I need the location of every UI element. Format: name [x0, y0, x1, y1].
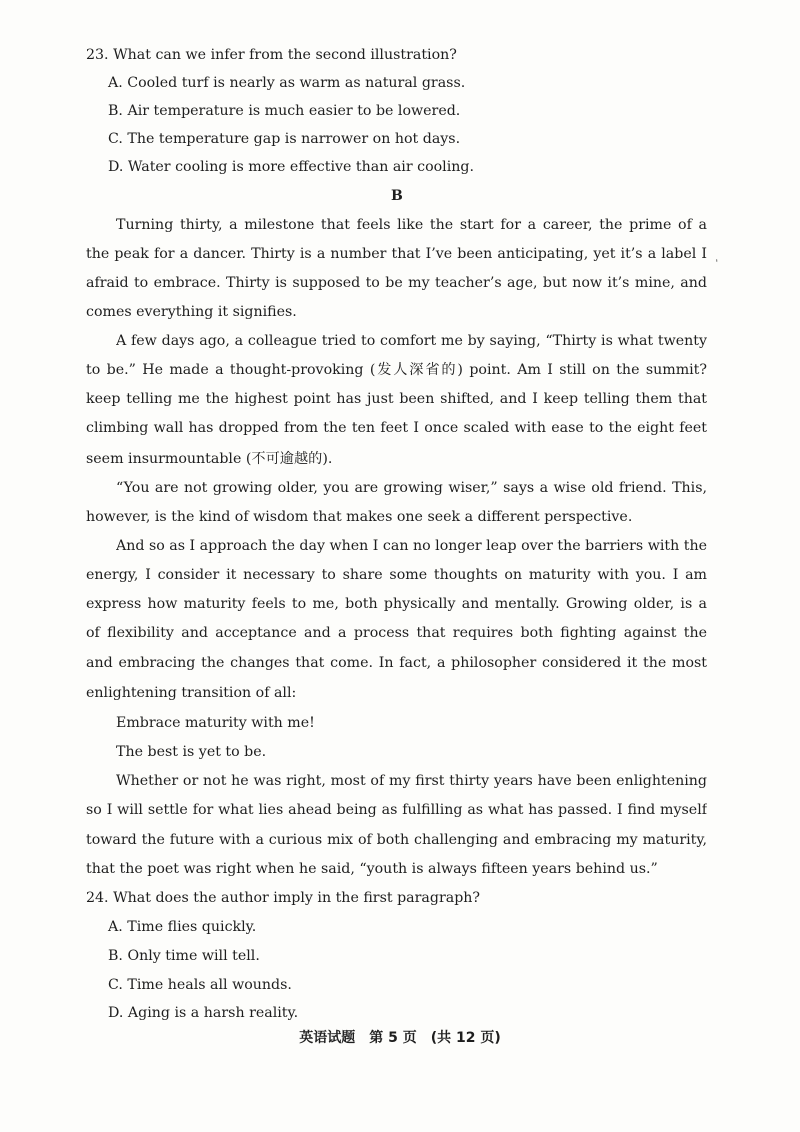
passage-line: so I will settle for what lies ahead being as fulfilling as what has passed. I find myself [86, 802, 707, 818]
passage-line: comes everything it signifies. [86, 304, 297, 320]
passage-line: express how maturity feels to me, both physically and mentally. Growing older, is a [86, 596, 707, 612]
question-24-option-c: C. Time heals all wounds. [108, 977, 292, 993]
section-heading: B [391, 188, 403, 204]
passage-line: Turning thirty, a milestone that feels like the start for a career, the prime of a [116, 217, 707, 233]
passage-line: and embracing the changes that come. In fact, a philosopher considered it the most [86, 655, 707, 671]
passage-line: A few days ago, a colleague tried to comfort me by saying, “Thirty is what twenty [116, 333, 707, 349]
passage-line: to be.” He made a thought-provoking (发人深省的) point. Am I still on the summit? [86, 362, 707, 378]
passage-line: afraid to embrace. Thirty is supposed to be my teacher’s age, but now it’s mine, and [86, 275, 707, 291]
passage-line: Whether or not he was right, most of my first thirty years have been enlightening [116, 773, 707, 789]
question-23-option-b: B. Air temperature is much easier to be lowered. [108, 103, 461, 119]
question-23-option-c: C. The temperature gap is narrower on hot days. [108, 131, 461, 147]
passage-line: of flexibility and acceptance and a process that requires both fighting against the [86, 625, 707, 641]
poem-line: Embrace maturity with me! [116, 715, 315, 731]
passage-line: the peak for a dancer. Thirty is a number that I’ve been anticipating, yet it’s a label I [86, 246, 707, 262]
question-24-option-b: B. Only time will tell. [108, 948, 260, 964]
passage-line: seem insurmountable (不可逾越的). [86, 451, 333, 467]
page-footer: 英语试题 第 5 页 (共 12 页) [299, 1030, 501, 1046]
poem-line: The best is yet to be. [116, 744, 267, 760]
question-23-stem: 23. What can we infer from the second illustration? [86, 47, 457, 63]
scan-speck: ` [708, 257, 721, 272]
passage-line: that the poet was right when he said, “youth is always fifteen years behind us.” [86, 861, 658, 877]
passage-line: however, is the kind of wisdom that makes one seek a different perspective. [86, 509, 633, 525]
question-24-stem: 24. What does the author imply in the first paragraph? [86, 890, 481, 906]
question-23-option-d: D. Water cooling is more effective than air cooling. [108, 159, 474, 175]
passage-line: “You are not growing older, you are growing wiser,” says a wise old friend. This, [116, 480, 707, 496]
passage-line: enlightening transition of all: [86, 685, 297, 701]
passage-line: climbing wall has dropped from the ten feet I once scaled with ease to the eight feet [86, 420, 707, 436]
passage-line: toward the future with a curious mix of both challenging and embracing my maturity, [86, 832, 707, 848]
passage-line: keep telling me the highest point has just been shifted, and I keep telling them that [86, 391, 707, 407]
question-23-option-a: A. Cooled turf is nearly as warm as natural grass. [108, 75, 466, 91]
question-24-option-d: D. Aging is a harsh reality. [108, 1005, 299, 1021]
passage-line: energy, I consider it necessary to share some thoughts on maturity with you. I am [86, 567, 707, 583]
passage-line: And so as I approach the day when I can no longer leap over the barriers with the [116, 538, 707, 554]
question-24-option-a: A. Time flies quickly. [108, 919, 257, 935]
